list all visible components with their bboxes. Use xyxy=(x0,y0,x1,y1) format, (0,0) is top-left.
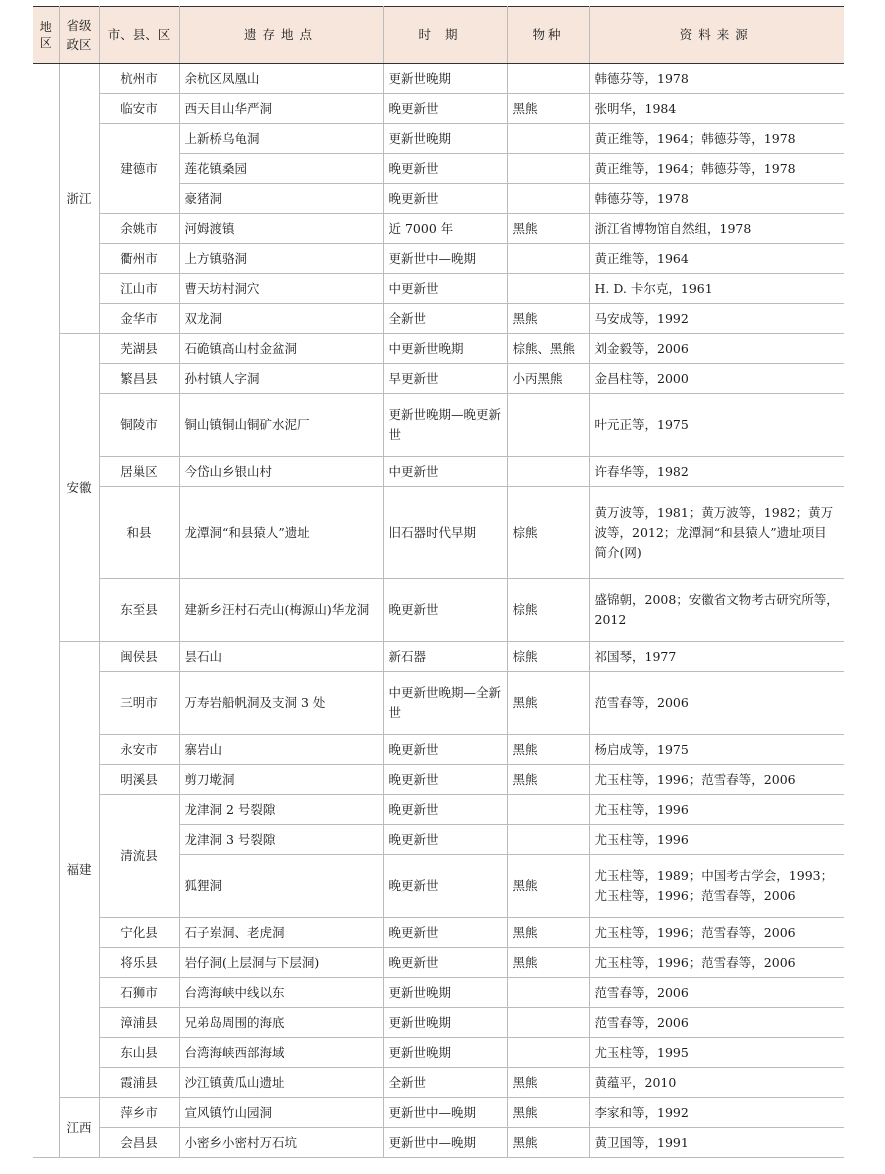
period-cell: 新石器 xyxy=(383,642,507,672)
source-cell: 范雪春等，2006 xyxy=(589,978,844,1008)
header-city: 市、县、区 xyxy=(99,7,179,64)
city-cell: 三明市 xyxy=(99,672,179,735)
site-cell: 沙江镇黄瓜山遗址 xyxy=(179,1068,383,1098)
table-row xyxy=(33,487,844,579)
site-cell: 宣风镇竹山园洞 xyxy=(179,1098,383,1128)
species-cell: 黑熊 xyxy=(507,94,589,124)
period-cell: 更新世晚期 xyxy=(383,64,507,94)
species-cell xyxy=(507,1008,589,1038)
period-cell: 更新世中—晚期 xyxy=(383,1098,507,1128)
source-cell: 盛锦朝，2008；安徽省文物考古研究所等，2012 xyxy=(589,579,844,642)
source-cell: 尤玉柱等，1996；范雪春等，2006 xyxy=(589,765,844,795)
site-cell: 寨岩山 xyxy=(179,735,383,765)
header-province: 省级政区 xyxy=(59,7,99,64)
table-wrapper xyxy=(33,6,844,1158)
period-cell: 晚更新世 xyxy=(383,154,507,184)
table-row xyxy=(33,457,844,487)
site-cell: 曹天坊村洞穴 xyxy=(179,274,383,304)
species-cell: 黑熊 xyxy=(507,735,589,765)
species-cell: 黑熊 xyxy=(507,1068,589,1098)
table-row xyxy=(33,214,844,244)
table-row xyxy=(33,124,844,154)
province-cell: 安徽 xyxy=(59,334,99,642)
site-cell: 岩仔洞(上层洞与下层洞) xyxy=(179,948,383,978)
header-species: 物种 xyxy=(507,7,589,64)
site-cell: 万寿岩船帆洞及支洞 3 处 xyxy=(179,672,383,735)
species-cell xyxy=(507,978,589,1008)
period-cell: 中更新世 xyxy=(383,274,507,304)
source-cell: 尤玉柱等，1989；中国考古学会，1993；尤玉柱等，1996；范雪春等，2006 xyxy=(589,855,844,918)
table-row xyxy=(33,334,844,364)
period-cell: 晚更新世 xyxy=(383,184,507,214)
city-cell: 余姚市 xyxy=(99,214,179,244)
source-cell: 杨启成等，1975 xyxy=(589,735,844,765)
site-cell: 狐狸洞 xyxy=(179,855,383,918)
site-cell: 豪猪洞 xyxy=(179,184,383,214)
city-cell: 石狮市 xyxy=(99,978,179,1008)
period-cell: 旧石器时代早期 xyxy=(383,487,507,579)
source-cell: 范雪春等，2006 xyxy=(589,672,844,735)
source-cell: 韩德芬等，1978 xyxy=(589,64,844,94)
species-cell xyxy=(507,124,589,154)
species-cell xyxy=(507,244,589,274)
city-cell: 永安市 xyxy=(99,735,179,765)
city-cell: 霞浦县 xyxy=(99,1068,179,1098)
source-cell: 黄卫国等，1991 xyxy=(589,1128,844,1158)
header-region: 地区 xyxy=(33,7,59,64)
species-cell: 棕熊 xyxy=(507,487,589,579)
site-cell: 小密乡小密村万石坑 xyxy=(179,1128,383,1158)
period-cell: 更新世晚期 xyxy=(383,978,507,1008)
period-cell: 近 7000 年 xyxy=(383,214,507,244)
city-cell: 杭州市 xyxy=(99,64,179,94)
site-cell: 今岱山乡银山村 xyxy=(179,457,383,487)
city-cell: 清流县 xyxy=(99,795,179,918)
table-row xyxy=(33,735,844,765)
site-cell: 石硊镇高山村金盆洞 xyxy=(179,334,383,364)
source-cell: 张明华，1984 xyxy=(589,94,844,124)
site-cell: 龙津洞 2 号裂隙 xyxy=(179,795,383,825)
site-cell: 昙石山 xyxy=(179,642,383,672)
table-row xyxy=(33,1038,844,1068)
species-cell: 小丙黑熊 xyxy=(507,364,589,394)
table-row xyxy=(33,765,844,795)
site-cell: 台湾海峡西部海域 xyxy=(179,1038,383,1068)
city-cell: 建德市 xyxy=(99,124,179,214)
city-cell: 铜陵市 xyxy=(99,394,179,457)
table-row xyxy=(33,364,844,394)
period-cell: 晚更新世 xyxy=(383,579,507,642)
species-cell xyxy=(507,274,589,304)
source-cell: 黄蕴平，2010 xyxy=(589,1068,844,1098)
province-cell: 浙江 xyxy=(59,64,99,334)
source-cell: 刘金毅等，2006 xyxy=(589,334,844,364)
species-cell: 棕熊 xyxy=(507,579,589,642)
table-row xyxy=(33,274,844,304)
source-cell: 尤玉柱等，1996 xyxy=(589,825,844,855)
species-cell xyxy=(507,825,589,855)
source-cell: 许春华等，1982 xyxy=(589,457,844,487)
city-cell: 金华市 xyxy=(99,304,179,334)
period-cell: 更新世晚期 xyxy=(383,1008,507,1038)
site-cell: 孙村镇人字洞 xyxy=(179,364,383,394)
table-row xyxy=(33,795,844,825)
header-row xyxy=(33,7,844,64)
source-cell: 叶元正等，1975 xyxy=(589,394,844,457)
source-cell: 尤玉柱等，1995 xyxy=(589,1038,844,1068)
period-cell: 晚更新世 xyxy=(383,918,507,948)
source-cell: 祁国琴，1977 xyxy=(589,642,844,672)
species-cell xyxy=(507,394,589,457)
source-cell: 李家和等，1992 xyxy=(589,1098,844,1128)
source-cell: 黄正维等，1964；韩德芬等，1978 xyxy=(589,124,844,154)
species-cell: 黑熊 xyxy=(507,214,589,244)
source-cell: 范雪春等，2006 xyxy=(589,1008,844,1038)
period-cell: 晚更新世 xyxy=(383,735,507,765)
source-cell: 金昌柱等，2000 xyxy=(589,364,844,394)
period-cell: 全新世 xyxy=(383,1068,507,1098)
species-cell xyxy=(507,457,589,487)
period-cell: 晚更新世 xyxy=(383,948,507,978)
region-cell xyxy=(33,64,59,1158)
source-cell: 尤玉柱等，1996；范雪春等，2006 xyxy=(589,948,844,978)
table-body xyxy=(33,64,844,1158)
period-cell: 晚更新世 xyxy=(383,765,507,795)
site-cell: 上新桥乌龟洞 xyxy=(179,124,383,154)
source-cell: 马安成等，1992 xyxy=(589,304,844,334)
city-cell: 芜湖县 xyxy=(99,334,179,364)
city-cell: 居巢区 xyxy=(99,457,179,487)
site-cell: 河姆渡镇 xyxy=(179,214,383,244)
period-cell: 中更新世晚期 xyxy=(383,334,507,364)
table-row xyxy=(33,1008,844,1038)
table-row xyxy=(33,642,844,672)
table-row xyxy=(33,1128,844,1158)
species-cell xyxy=(507,795,589,825)
table-row xyxy=(33,672,844,735)
source-cell: 黄正维等，1964 xyxy=(589,244,844,274)
province-cell: 江西 xyxy=(59,1098,99,1158)
site-cell: 上方镇骆洞 xyxy=(179,244,383,274)
city-cell: 临安市 xyxy=(99,94,179,124)
species-cell: 棕熊、黑熊 xyxy=(507,334,589,364)
period-cell: 晚更新世 xyxy=(383,795,507,825)
source-cell: 尤玉柱等，1996；范雪春等，2006 xyxy=(589,918,844,948)
species-cell: 黑熊 xyxy=(507,765,589,795)
site-cell: 龙津洞 3 号裂隙 xyxy=(179,825,383,855)
site-cell: 西天目山华严洞 xyxy=(179,94,383,124)
table-row xyxy=(33,304,844,334)
site-cell: 剪刀墘洞 xyxy=(179,765,383,795)
source-cell: 黄万波等，1981；黄万波等，1982；黄万波等，2012；龙潭洞“和县猿人”遗址项目简介(网) xyxy=(589,487,844,579)
site-cell: 石子岽洞、老虎洞 xyxy=(179,918,383,948)
species-cell: 黑熊 xyxy=(507,918,589,948)
source-cell: H. D. 卡尔克，1961 xyxy=(589,274,844,304)
table-row xyxy=(33,1098,844,1128)
species-cell: 黑熊 xyxy=(507,672,589,735)
table-row xyxy=(33,1068,844,1098)
table-row xyxy=(33,64,844,94)
site-cell: 龙潭洞“和县猿人”遗址 xyxy=(179,487,383,579)
species-cell xyxy=(507,184,589,214)
species-cell: 黑熊 xyxy=(507,1128,589,1158)
period-cell: 晚更新世 xyxy=(383,94,507,124)
city-cell: 江山市 xyxy=(99,274,179,304)
table-row xyxy=(33,94,844,124)
city-cell: 东山县 xyxy=(99,1038,179,1068)
source-cell: 尤玉柱等，1996 xyxy=(589,795,844,825)
table-row xyxy=(33,918,844,948)
species-cell xyxy=(507,1038,589,1068)
city-cell: 和县 xyxy=(99,487,179,579)
site-cell: 台湾海峡中线以东 xyxy=(179,978,383,1008)
city-cell: 衢州市 xyxy=(99,244,179,274)
site-cell: 建新乡汪村石壳山(梅源山)华龙洞 xyxy=(179,579,383,642)
province-cell: 福建 xyxy=(59,642,99,1098)
city-cell: 将乐县 xyxy=(99,948,179,978)
species-cell: 棕熊 xyxy=(507,642,589,672)
city-cell: 会昌县 xyxy=(99,1128,179,1158)
fossil-site-table xyxy=(33,6,844,1158)
species-cell: 黑熊 xyxy=(507,948,589,978)
city-cell: 宁化县 xyxy=(99,918,179,948)
period-cell: 早更新世 xyxy=(383,364,507,394)
table-row xyxy=(33,978,844,1008)
city-cell: 繁昌县 xyxy=(99,364,179,394)
species-cell xyxy=(507,64,589,94)
period-cell: 中更新世晚期—全新世 xyxy=(383,672,507,735)
period-cell: 晚更新世 xyxy=(383,825,507,855)
city-cell: 闽侯县 xyxy=(99,642,179,672)
period-cell: 更新世中—晚期 xyxy=(383,1128,507,1158)
species-cell xyxy=(507,154,589,184)
species-cell: 黑熊 xyxy=(507,304,589,334)
city-cell: 明溪县 xyxy=(99,765,179,795)
species-cell: 黑熊 xyxy=(507,855,589,918)
period-cell: 中更新世 xyxy=(383,457,507,487)
site-cell: 双龙洞 xyxy=(179,304,383,334)
table-row xyxy=(33,579,844,642)
table-row xyxy=(33,394,844,457)
site-cell: 莲花镇桑园 xyxy=(179,154,383,184)
header-period: 时期 xyxy=(383,7,507,64)
period-cell: 更新世晚期—晚更新世 xyxy=(383,394,507,457)
source-cell: 浙江省博物馆自然组，1978 xyxy=(589,214,844,244)
source-cell: 黄正维等，1964；韩德芬等，1978 xyxy=(589,154,844,184)
period-cell: 晚更新世 xyxy=(383,855,507,918)
site-cell: 余杭区凤凰山 xyxy=(179,64,383,94)
source-cell: 韩德芬等，1978 xyxy=(589,184,844,214)
header-site: 遗存地点 xyxy=(179,7,383,64)
city-cell: 漳浦县 xyxy=(99,1008,179,1038)
period-cell: 全新世 xyxy=(383,304,507,334)
city-cell: 萍乡市 xyxy=(99,1098,179,1128)
period-cell: 更新世晚期 xyxy=(383,1038,507,1068)
table-row xyxy=(33,244,844,274)
table-row xyxy=(33,948,844,978)
site-cell: 兄弟岛周围的海底 xyxy=(179,1008,383,1038)
species-cell: 黑熊 xyxy=(507,1098,589,1128)
period-cell: 更新世中—晚期 xyxy=(383,244,507,274)
period-cell: 更新世晚期 xyxy=(383,124,507,154)
site-cell: 铜山镇铜山铜矿水泥厂 xyxy=(179,394,383,457)
header-source: 资料来源 xyxy=(589,7,844,64)
city-cell: 东至县 xyxy=(99,579,179,642)
